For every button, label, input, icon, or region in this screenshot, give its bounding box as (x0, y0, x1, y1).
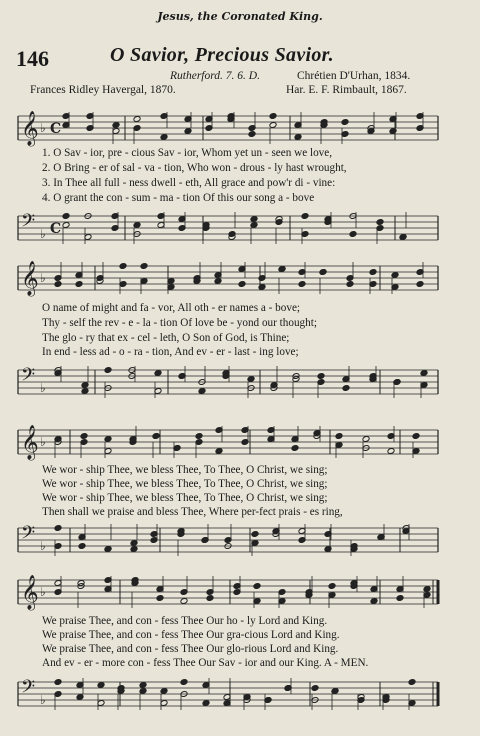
notehead (342, 385, 350, 392)
notehead (258, 284, 266, 291)
notehead (81, 388, 89, 395)
notehead (278, 266, 286, 273)
notehead (198, 388, 206, 395)
lyric-line: Thy - self the rev - e - la - tion Of love be - yond our thought; (42, 317, 317, 329)
flat-icon: ♭ (40, 121, 46, 135)
notehead (349, 231, 357, 238)
notehead (248, 131, 256, 138)
notehead (387, 448, 395, 455)
notehead (104, 367, 112, 374)
flat-icon: ♭ (40, 271, 46, 285)
notehead (130, 540, 138, 547)
flat-icon: ♭ (40, 539, 46, 553)
notehead (76, 694, 84, 701)
notehead (311, 685, 319, 692)
notehead (80, 433, 88, 440)
notehead (269, 122, 277, 129)
hymn-number: 146 (16, 46, 49, 71)
notehead (62, 213, 70, 220)
bass-staff (0, 360, 480, 404)
notehead (408, 679, 416, 686)
notehead (369, 269, 377, 276)
notehead (156, 595, 164, 602)
notehead (331, 688, 339, 695)
bass-staff (0, 206, 480, 250)
lyric-line: 3. In Thee all full - ness dwell - eth, All grace and pow'r di - vine: (42, 177, 336, 189)
notehead (104, 436, 112, 443)
hymn-title: O Savior, Precious Savior. (110, 44, 334, 66)
notehead (291, 445, 299, 452)
notehead (298, 281, 306, 288)
notehead (195, 433, 203, 440)
arranger-credit: Har. E. F. Rimbault, 1867. (286, 84, 407, 96)
lyric-line: The glo - ry that ex - cel - leth, O Son of God, is Thine; (42, 332, 290, 344)
flat-icon: ♭ (40, 693, 46, 707)
notehead (247, 376, 255, 383)
notehead (180, 679, 188, 686)
running-title: Jesus, the Coronated King. (157, 10, 323, 23)
notehead (75, 281, 83, 288)
notehead (416, 281, 424, 288)
notehead (362, 436, 370, 443)
bass-clef-icon: 𝄢 (21, 523, 36, 548)
notehead (412, 433, 420, 440)
notehead (184, 128, 192, 135)
notehead (250, 216, 258, 223)
notehead (54, 525, 62, 532)
notehead (160, 134, 168, 141)
flat-icon: ♭ (40, 585, 46, 599)
notehead (206, 595, 214, 602)
lyric-line: And ev - er - more con - fess Thee Our Sav - ior and our King. A - MEN. (42, 657, 369, 669)
notehead (341, 119, 349, 126)
composer-credit: Chrétien D'Urhan, 1834. (297, 70, 411, 82)
treble-staff (0, 570, 480, 614)
notehead (154, 370, 162, 377)
notehead (370, 598, 378, 605)
notehead (253, 583, 261, 590)
notehead (317, 373, 325, 380)
notehead (389, 128, 397, 135)
treble-clef-icon: 𝄞 (21, 261, 39, 296)
notehead (112, 122, 120, 129)
flat-icon: ♭ (40, 381, 46, 395)
lyric-line: We wor - ship Thee, we bless Thee, To Thee, O Christ, we sing; (42, 492, 328, 504)
notehead (62, 222, 70, 229)
lyric-line: We praise Thee, and con - fess Thee Our ho - ly Lord and King. (42, 615, 328, 627)
notehead (133, 116, 141, 123)
lyric-line: Then shall we praise and bless Thee, Where per-fect prais - es ring, (42, 506, 343, 518)
notehead (54, 281, 62, 288)
notehead (152, 433, 160, 440)
treble-staff (0, 256, 480, 300)
notehead (119, 263, 127, 270)
bass-staff (0, 672, 480, 716)
notehead (423, 586, 431, 593)
lyric-line: We praise Thee, and con - fess Thee Our gra-cious Lord and King. (42, 629, 340, 641)
notehead (391, 272, 399, 279)
notehead (202, 700, 210, 707)
notehead (238, 281, 246, 288)
notehead (160, 688, 168, 695)
bass-clef-icon: 𝄢 (21, 365, 36, 390)
treble-staff (0, 106, 480, 150)
bass-clef-icon: 𝄢 (21, 211, 36, 236)
notehead (420, 370, 428, 377)
notehead (399, 234, 407, 241)
notehead (376, 219, 384, 226)
notehead (335, 433, 343, 440)
notehead (301, 213, 309, 220)
flat-icon: ♭ (40, 227, 46, 241)
notehead (250, 222, 258, 229)
bass-clef-icon: 𝄢 (21, 677, 36, 702)
notehead (346, 281, 354, 288)
lyric-line: We wor - ship Thee, we bless Thee, To Thee, O Christ, we sing; (42, 464, 328, 476)
notehead (54, 679, 62, 686)
notehead (294, 134, 302, 141)
bass-staff (0, 518, 480, 562)
notehead (251, 531, 259, 538)
lyric-line: In end - less ad - o - ra - tion, And ev - er - last - ing love; (42, 346, 299, 358)
author-credit: Frances Ridley Havergal, 1870. (30, 84, 176, 96)
notehead (97, 682, 105, 689)
notehead (319, 269, 327, 276)
notehead (180, 598, 188, 605)
lyric-line: 1. O Sav - ior, pre - cious Sav - ior, Whom yet un - seen we love, (42, 147, 333, 159)
treble-staff (0, 420, 480, 464)
treble-clef-icon: 𝄞 (21, 575, 39, 610)
notehead (78, 543, 86, 550)
notehead (396, 595, 404, 602)
notehead (139, 688, 147, 695)
tune-name: Rutherford. 7. 6. D. (170, 70, 260, 82)
treble-clef-icon: 𝄞 (21, 111, 39, 146)
common-time-icon: C (50, 221, 62, 237)
notehead (328, 583, 336, 590)
notehead (214, 278, 222, 285)
notehead (133, 222, 141, 229)
flat-icon: ♭ (40, 435, 46, 449)
treble-clef-icon: 𝄞 (21, 425, 39, 460)
notehead (130, 546, 138, 553)
lyric-line: O name of might and fa - vor, All oth - er names a - bove; (42, 302, 301, 314)
lyric-line: 2. O Bring - er of sal - va - tion, Who won - drous - ly hast wrought, (42, 162, 347, 174)
notehead (324, 546, 332, 553)
notehead (139, 682, 147, 689)
notehead (81, 382, 89, 389)
notehead (215, 448, 223, 455)
lyric-line: We praise Thee, and con - fess Thee Our glo-rious Lord and King. (42, 643, 339, 655)
common-time-icon: C (50, 121, 62, 137)
notehead (269, 113, 277, 120)
lyric-line: We wor - ship Thee, we bless Thee, To Thee, O Christ, we sing; (42, 478, 328, 490)
lyric-line: 4. O grant the con - sum - ma - tion Of this our song a - bove (42, 192, 315, 204)
notehead (140, 263, 148, 270)
